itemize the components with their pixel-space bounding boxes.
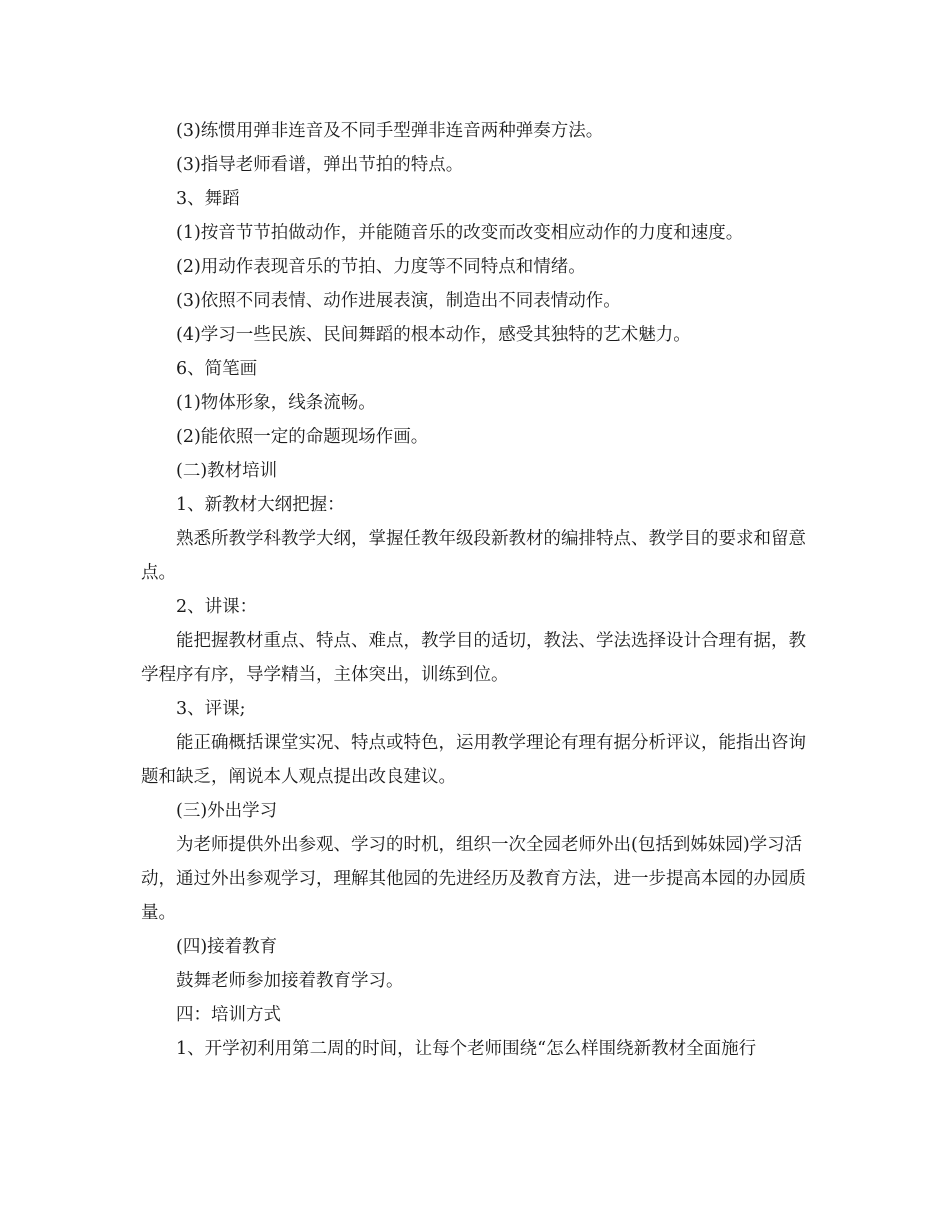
section-heading: 1、新教材大纲把握： xyxy=(176,495,345,515)
paragraph: (1)物体形象，线条流畅。 xyxy=(176,393,376,413)
section-heading: (四)接着教育 xyxy=(176,937,278,957)
section-heading: 3、评课; xyxy=(176,699,246,719)
section-heading: 2、讲课： xyxy=(176,597,258,617)
paragraph: (1)按音节节拍做动作，并能随音乐的改变而改变相应动作的力度和速度。 xyxy=(176,223,744,243)
paragraph: 鼓舞老师参加接着教育学习。 xyxy=(176,971,404,991)
section-heading: 3、舞蹈 xyxy=(176,189,240,209)
section-heading: 6、简笔画 xyxy=(176,359,258,379)
paragraph: 能正确概括课堂实况、特点或特色，运用教学理论有理有据分析评议，能指出咨询题和缺乏，阐说本人观点提出改良建议。 xyxy=(141,733,806,787)
paragraph: 为老师提供外出参观、学习的时机，组织一次全园老师外出(包括到姊妹园)学习活动，通过外出参观学习，理解其他园的先进经历及教育方法，进一步提高本园的办园质量。 xyxy=(141,835,806,923)
paragraph: (3)练惯用弹非连音及不同手型弹非连音两种弹奏方法。 xyxy=(176,121,604,141)
paragraph: (2)能依照一定的命题现场作画。 xyxy=(176,427,429,447)
document-body xyxy=(141,114,821,1066)
paragraph: (3)依照不同表情、动作进展表演，制造出不同表情动作。 xyxy=(176,291,621,311)
paragraph: (3)指导老师看谱，弹出节拍的特点。 xyxy=(176,155,464,175)
section-heading: (二)教材培训 xyxy=(176,461,278,481)
section-heading: 四：培训方式 xyxy=(176,1005,281,1025)
paragraph: (4)学习一些民族、民间舞蹈的根本动作，感受其独特的艺术魅力。 xyxy=(176,325,691,345)
paragraph: 熟悉所教学科教学大纲，掌握任教年级段新教材的编排特点、教学目的要求和留意点。 xyxy=(141,529,806,583)
paragraph: 能把握教材重点、特点、难点，教学目的适切，教法、学法选择设计合理有据，教学程序有序，导学精当，主体突出，训练到位。 xyxy=(141,631,806,685)
paragraph: (2)用动作表现音乐的节拍、力度等不同特点和情绪。 xyxy=(176,257,586,277)
paragraph: 1、开学初利用第二周的时间，让每个老师围绕“怎么样围绕新教材全面施行 xyxy=(176,1039,757,1059)
section-heading: (三)外出学习 xyxy=(176,801,278,821)
